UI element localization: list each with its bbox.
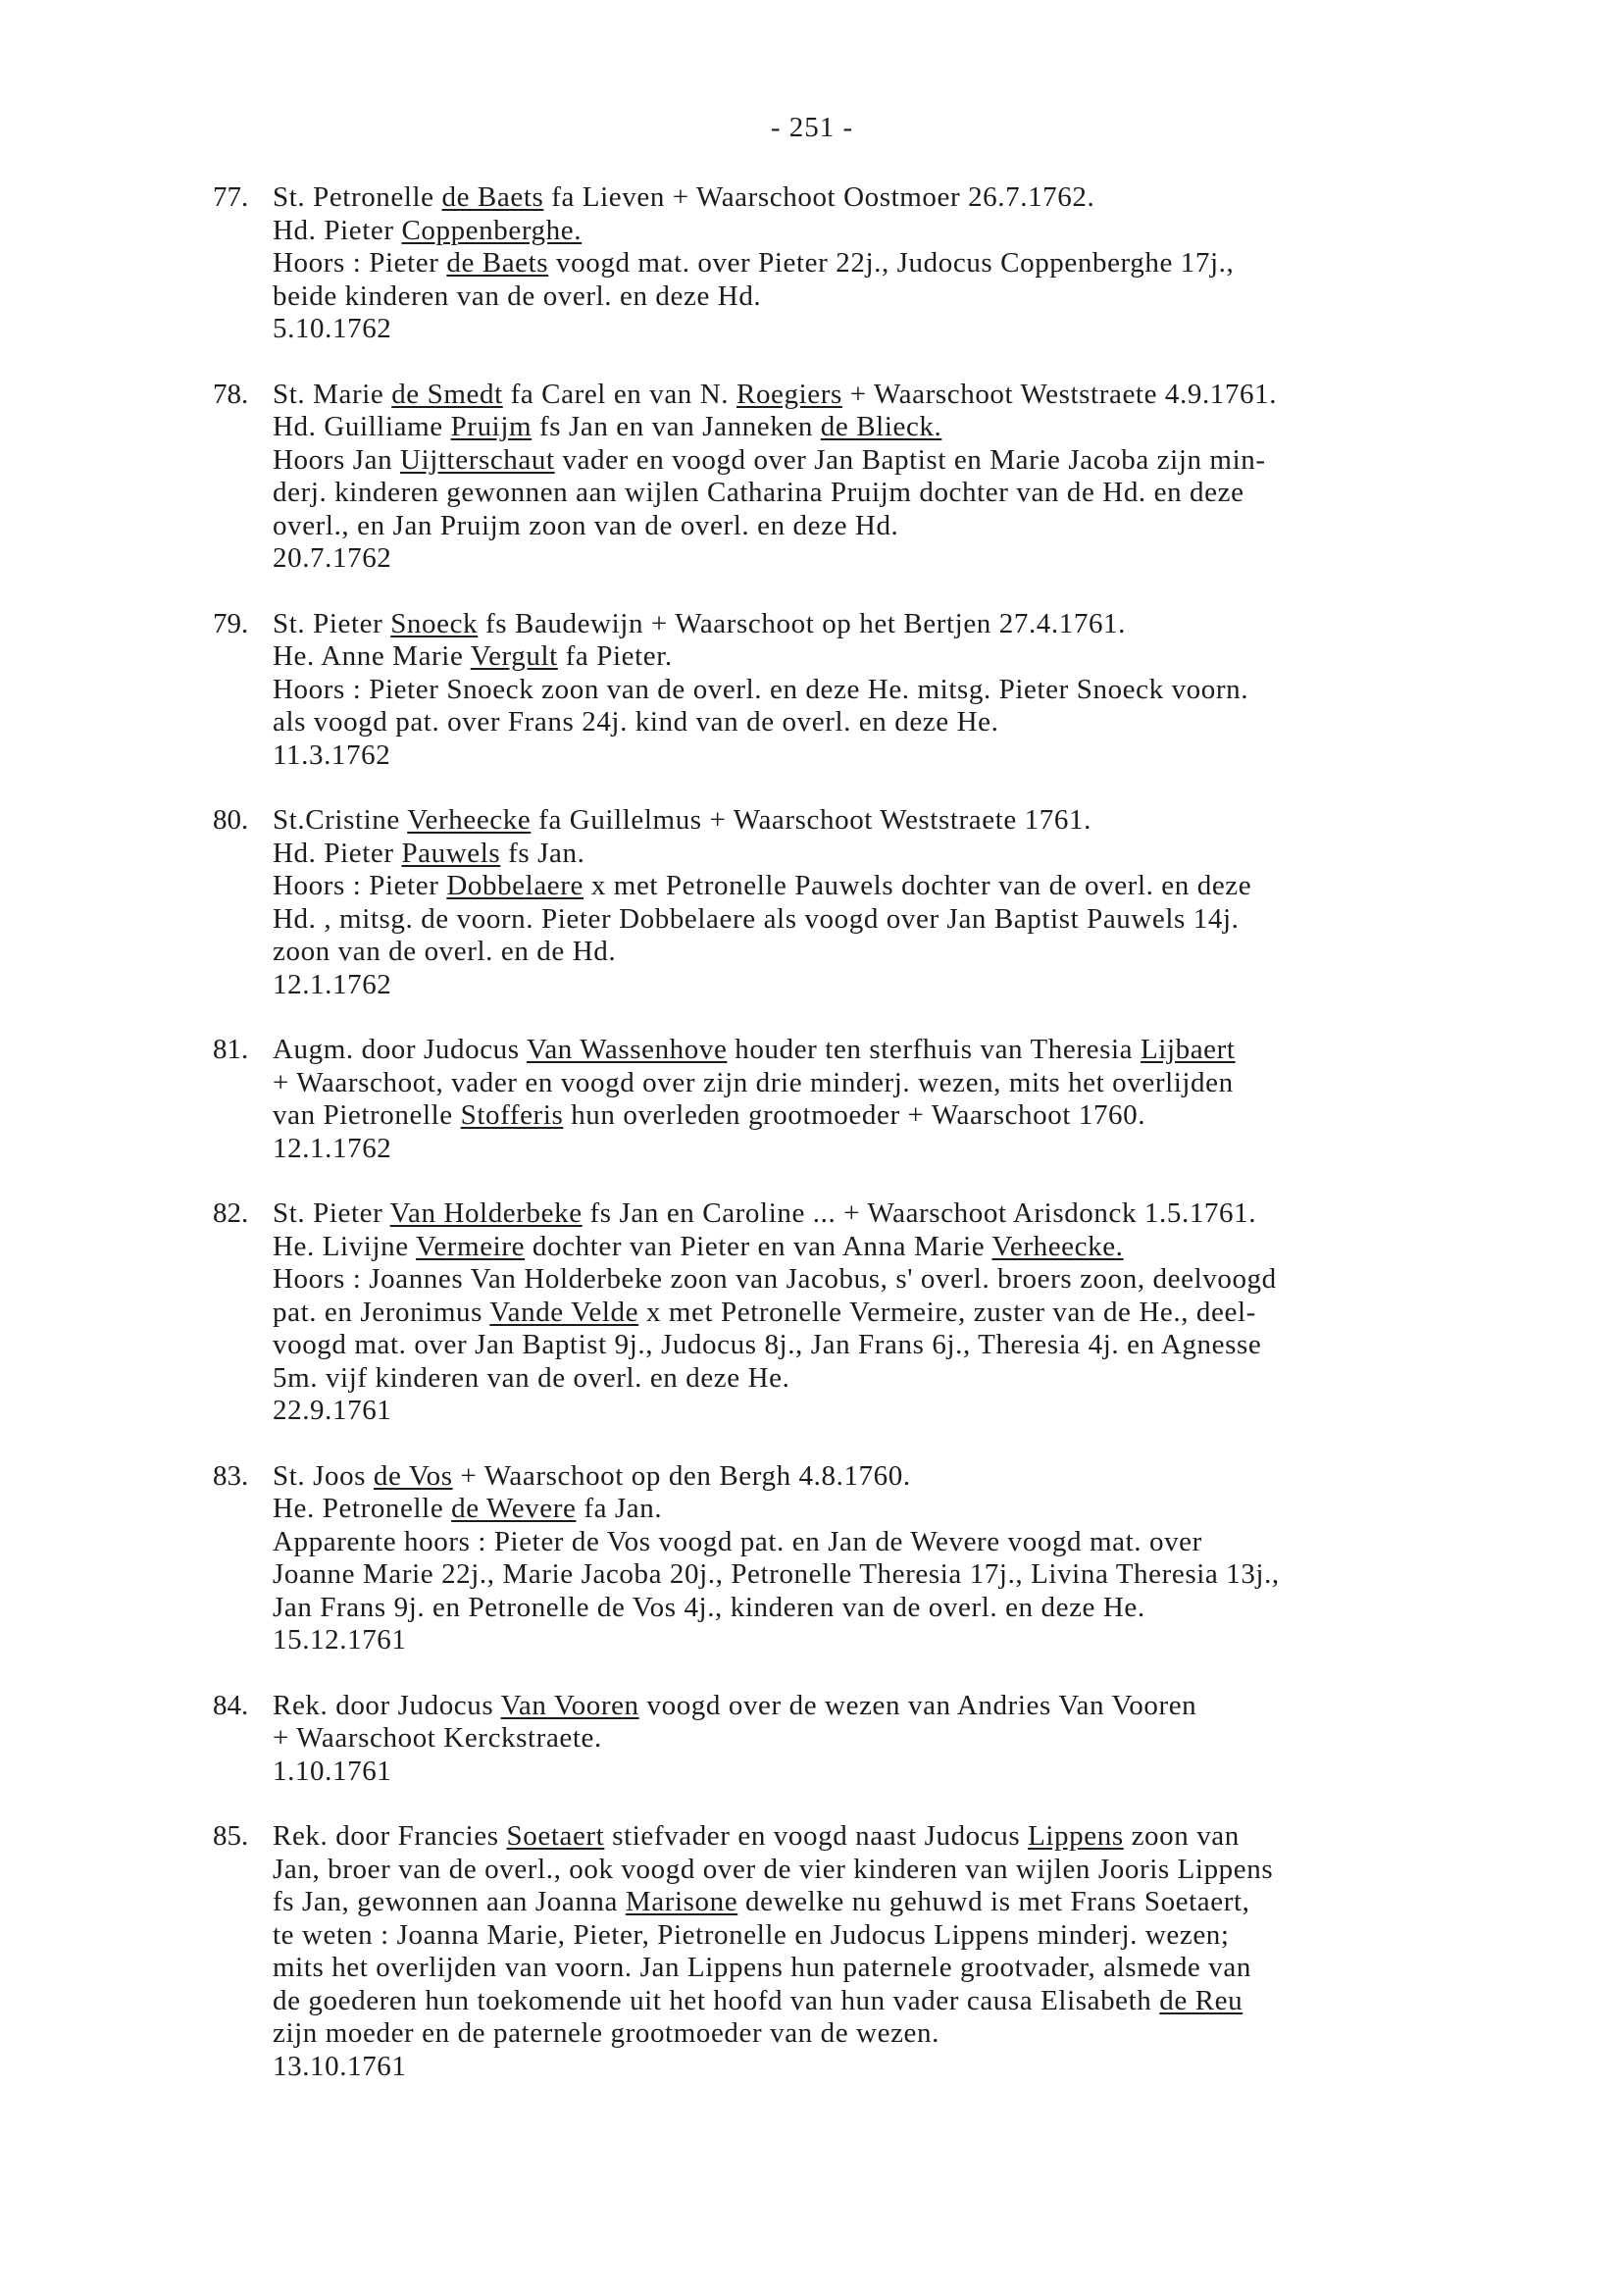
entry-line <box>273 608 1566 641</box>
underlined-name: Vande Velde <box>489 1296 639 1328</box>
entry-line <box>273 1558 1566 1592</box>
text-segment: hun overleden grootmoeder + Waarschoot 1760. <box>563 1099 1146 1131</box>
entry-date: 15.12.1761 <box>273 1624 407 1655</box>
text-segment: Hoors : Pieter <box>273 247 447 279</box>
entry-line <box>273 444 1566 478</box>
underlined-name: de Reu <box>1159 1984 1243 2016</box>
entry-line <box>273 1886 1566 1919</box>
underlined-name: de Baets <box>446 247 549 279</box>
underlined-name: Vergult <box>470 640 558 672</box>
entry-number: 82. <box>213 1197 249 1229</box>
entry-number: 80. <box>213 804 249 836</box>
entry-date: 5.10.1762 <box>273 313 392 344</box>
text-segment: + Waarschoot Weststraete 4.9.1761. <box>841 378 1278 410</box>
entry-line <box>273 1099 1566 1133</box>
underlined-name: de Baets <box>441 181 544 213</box>
entry-line <box>273 510 1566 543</box>
entry-line <box>273 1820 1566 1854</box>
text-segment: fa Lieven + Waarschoot Oostmoer 26.7.1762. <box>543 181 1095 213</box>
text-segment: te weten : Joanna Marie, Pieter, Pietronelle en Judocus Lippens minderj. wezen; <box>273 1918 1230 1951</box>
underlined-name: de Wevere <box>451 1493 577 1524</box>
list-item <box>213 608 1566 773</box>
text-segment: 5m. vijf kinderen van de overl. en deze He. <box>273 1361 790 1394</box>
entry-line <box>273 936 1566 969</box>
list-item <box>213 1820 1566 2083</box>
text-segment: Augm. door Judocus <box>273 1034 527 1065</box>
entry-line <box>273 1690 1566 1723</box>
list-item <box>213 181 1566 346</box>
text-segment: Hoors : Pieter Snoeck zoon van de overl. en deze He. mitsg. Pieter Snoeck voorn. <box>273 673 1249 705</box>
underlined-name: Verheecke <box>407 804 532 836</box>
text-segment: dochter van Pieter en van Anna Marie <box>525 1230 992 1262</box>
text-segment: derj. kinderen gewonnen aan wijlen Catharina Pruijm dochter van de Hd. en deze <box>273 477 1244 508</box>
entry-line <box>273 838 1566 871</box>
text-segment: Hoors : Joannes Van Holderbeke zoon van Jacobus, s' overl. broers zoon, deelvoogd <box>273 1263 1277 1295</box>
text-segment: zijn moeder en de paternele grootmoeder van de wezen. <box>273 2017 939 2049</box>
text-segment: He. Livijne <box>273 1230 416 1262</box>
text-segment: Hd. Pieter <box>273 214 402 246</box>
page-number: - 251 - <box>770 112 854 143</box>
entry-line <box>273 640 1566 674</box>
entry-line <box>273 1329 1566 1362</box>
underlined-name: de Vos <box>373 1459 453 1492</box>
text-segment: Jan, broer van de overl., ook voogd over de vier kinderen van wijlen Jooris Lippens <box>273 1853 1274 1885</box>
text-segment: fs Baudewijn + Waarschoot op het Bertjen 27.4.1761. <box>478 607 1126 639</box>
entry-line <box>273 1592 1566 1625</box>
text-segment: Rek. door Judocus <box>273 1689 501 1721</box>
underlined-name: de Blieck. <box>820 411 942 442</box>
text-segment: de goederen hun toekomende uit het hoofd van hun vader causa Elisabeth <box>273 1984 1160 2016</box>
text-segment: vader en voogd over Jan Baptist en Marie Jacoba zijn min- <box>554 443 1266 476</box>
entry-line <box>273 379 1566 412</box>
text-segment: beide kinderen van de overl. en deze Hd. <box>273 280 762 312</box>
text-segment: + Waarschoot op den Bergh 4.8.1760. <box>452 1459 911 1492</box>
entry-line <box>273 706 1566 739</box>
list-item <box>213 1197 1566 1428</box>
underlined-name: Uijtterschaut <box>400 443 555 476</box>
text-segment: overl., en Jan Pruijm zoon van de overl. en deze Hd. <box>273 509 899 541</box>
text-segment: Joanne Marie 22j., Marie Jacoba 20j., Petronelle Theresia 17j., Livina Theresia 13j., <box>273 1558 1280 1590</box>
entry-line <box>273 1493 1566 1526</box>
entry-date: 11.3.1762 <box>273 738 391 771</box>
text-segment: stiefvader en voogd naast Judocus <box>604 1820 1029 1852</box>
list-item <box>213 804 1566 1001</box>
entry-number: 84. <box>213 1689 249 1721</box>
entry-line <box>273 1067 1566 1100</box>
entry-date: 13.10.1761 <box>273 2050 407 2082</box>
underlined-name: Lippens <box>1028 1820 1124 1852</box>
entry-line <box>273 247 1566 280</box>
text-segment: fa Jan. <box>576 1493 663 1524</box>
entry-line <box>273 1197 1566 1231</box>
entry-line <box>273 1034 1566 1067</box>
text-segment: Apparente hoors : Pieter de Vos voogd pat. en Jan de Wevere voogd mat. over <box>273 1525 1202 1557</box>
entry-line <box>273 1526 1566 1559</box>
text-segment: fs Jan. <box>500 837 585 869</box>
text-segment: voogd mat. over Pieter 22j., Judocus Coppenberghe 17j., <box>548 247 1235 279</box>
entry-line <box>273 903 1566 937</box>
entry-number: 78. <box>213 378 249 410</box>
underlined-name: Soetaert <box>506 1820 605 1852</box>
text-segment: St. Pieter <box>273 607 391 639</box>
entry-date: 12.1.1762 <box>273 968 392 1000</box>
entry-line <box>273 870 1566 903</box>
entry-line <box>273 477 1566 510</box>
entry-line <box>273 181 1566 215</box>
entry-line <box>273 1263 1566 1297</box>
text-segment: als voogd pat. over Frans 24j. kind van de overl. en deze He. <box>273 706 999 738</box>
text-segment: St.Cristine <box>273 804 408 836</box>
text-segment: fa Carel en van N. <box>502 378 736 410</box>
underlined-name: Stofferis <box>460 1099 564 1131</box>
text-segment: fs Jan en van Janneken <box>532 411 821 442</box>
entry-number: 79. <box>213 607 249 639</box>
text-segment: mits het overlijden van voorn. Jan Lippens hun paternele grootvader, alsmede van <box>273 1952 1251 1983</box>
underlined-name: Pauwels <box>401 837 501 869</box>
entry-line <box>273 2017 1566 2051</box>
underlined-name: Roegiers <box>736 378 842 410</box>
list-item <box>213 379 1566 576</box>
text-segment: He. Petronelle <box>273 1493 452 1524</box>
text-segment: St. Joos <box>273 1459 374 1492</box>
entry-number: 77. <box>213 181 249 213</box>
text-segment: + Waarschoot, vader en voogd over zijn drie minderj. wezen, mits het overlijden <box>273 1066 1234 1098</box>
underlined-name: Van Vooren <box>500 1689 639 1721</box>
underlined-name: Lijbaert <box>1140 1034 1236 1065</box>
underlined-name: Pruijm <box>450 411 533 442</box>
entry-line <box>273 1460 1566 1494</box>
underlined-name: Coppenberghe. <box>401 214 583 246</box>
entry-line <box>273 674 1566 707</box>
text-segment: x met Petronelle Pauwels dochter van de overl. en deze <box>584 870 1252 901</box>
underlined-name: Dobbelaere <box>446 870 584 901</box>
text-segment: Hd. Guilliame <box>273 411 451 442</box>
underlined-name: Vermeire <box>416 1230 526 1262</box>
text-segment: fs Jan, gewonnen aan Joanna <box>273 1886 626 1917</box>
text-segment: fa Guillelmus + Waarschoot Weststraete 1761. <box>531 804 1091 836</box>
text-segment: St. Petronelle <box>273 181 442 213</box>
text-segment: + Waarschoot Kerckstraete. <box>273 1722 602 1754</box>
underlined-name: Verheecke. <box>991 1230 1124 1262</box>
text-segment: Jan Frans 9j. en Petronelle de Vos 4j., kinderen van de overl. en deze He. <box>273 1591 1145 1623</box>
entry-line <box>273 280 1566 314</box>
entry-line <box>273 1231 1566 1264</box>
entry-line <box>273 804 1566 838</box>
entry-line <box>273 215 1566 248</box>
list-item <box>213 1460 1566 1657</box>
text-segment: pat. en Jeronimus <box>273 1296 490 1328</box>
entry-line <box>273 1297 1566 1330</box>
entry-date: 1.10.1761 <box>273 1755 392 1787</box>
underlined-name: Van Holderbeke <box>389 1197 583 1229</box>
entry-line <box>273 1362 1566 1396</box>
text-segment: Hd. Pieter <box>273 837 402 869</box>
text-segment: dewelke nu gehuwd is met Frans Soetaert, <box>737 1886 1250 1917</box>
underlined-name: Snoeck <box>390 607 479 639</box>
text-segment: x met Petronelle Vermeire, zuster van de He., deel- <box>638 1296 1256 1328</box>
entry-date: 12.1.1762 <box>273 1132 392 1164</box>
text-segment: voogd mat. over Jan Baptist 9j., Judocus 8j., Jan Frans 6j., Theresia 4j. en Agnesse <box>273 1329 1262 1360</box>
entry-number: 85. <box>213 1820 249 1852</box>
text-segment: Hd. , mitsg. de voorn. Pieter Dobbelaere als voogd over Jan Baptist Pauwels 14j. <box>273 902 1240 935</box>
entry-line <box>273 1985 1566 2018</box>
text-segment: St. Marie <box>273 378 392 410</box>
entry-date: 20.7.1762 <box>273 542 392 574</box>
text-segment: He. Anne Marie <box>273 640 471 672</box>
list-item <box>213 1034 1566 1165</box>
underlined-name: Marisone <box>625 1886 738 1917</box>
entry-line <box>273 1952 1566 1985</box>
entry-line <box>273 1722 1566 1756</box>
text-segment: houder ten sterfhuis van Theresia <box>727 1034 1141 1065</box>
text-segment: Hoors : Pieter <box>273 870 447 901</box>
entry-number: 81. <box>213 1034 249 1065</box>
entry-line <box>273 1919 1566 1953</box>
text-segment: zoon van de overl. en de Hd. <box>273 936 617 967</box>
text-segment: St. Pieter <box>273 1197 390 1229</box>
list-item <box>213 1690 1566 1789</box>
underlined-name: Van Wassenhove <box>526 1034 728 1065</box>
text-segment: zoon van <box>1123 1820 1240 1852</box>
text-segment: van Pietronelle <box>273 1099 461 1131</box>
entry-line <box>273 411 1566 444</box>
underlined-name: de Smedt <box>391 378 503 410</box>
entries-list <box>213 181 1566 2115</box>
entry-number: 83. <box>213 1459 249 1492</box>
entry-date: 22.9.1761 <box>273 1395 392 1426</box>
text-segment: voogd over de wezen van Andries Van Vooren <box>638 1689 1197 1721</box>
text-segment: fs Jan en Caroline ... + Waarschoot Arisdonck 1.5.1761. <box>582 1197 1257 1229</box>
text-segment: Rek. door Francies <box>273 1820 507 1852</box>
text-segment: fa Pieter. <box>557 640 673 672</box>
entry-line <box>273 1854 1566 1887</box>
text-segment: Hoors Jan <box>273 443 401 476</box>
